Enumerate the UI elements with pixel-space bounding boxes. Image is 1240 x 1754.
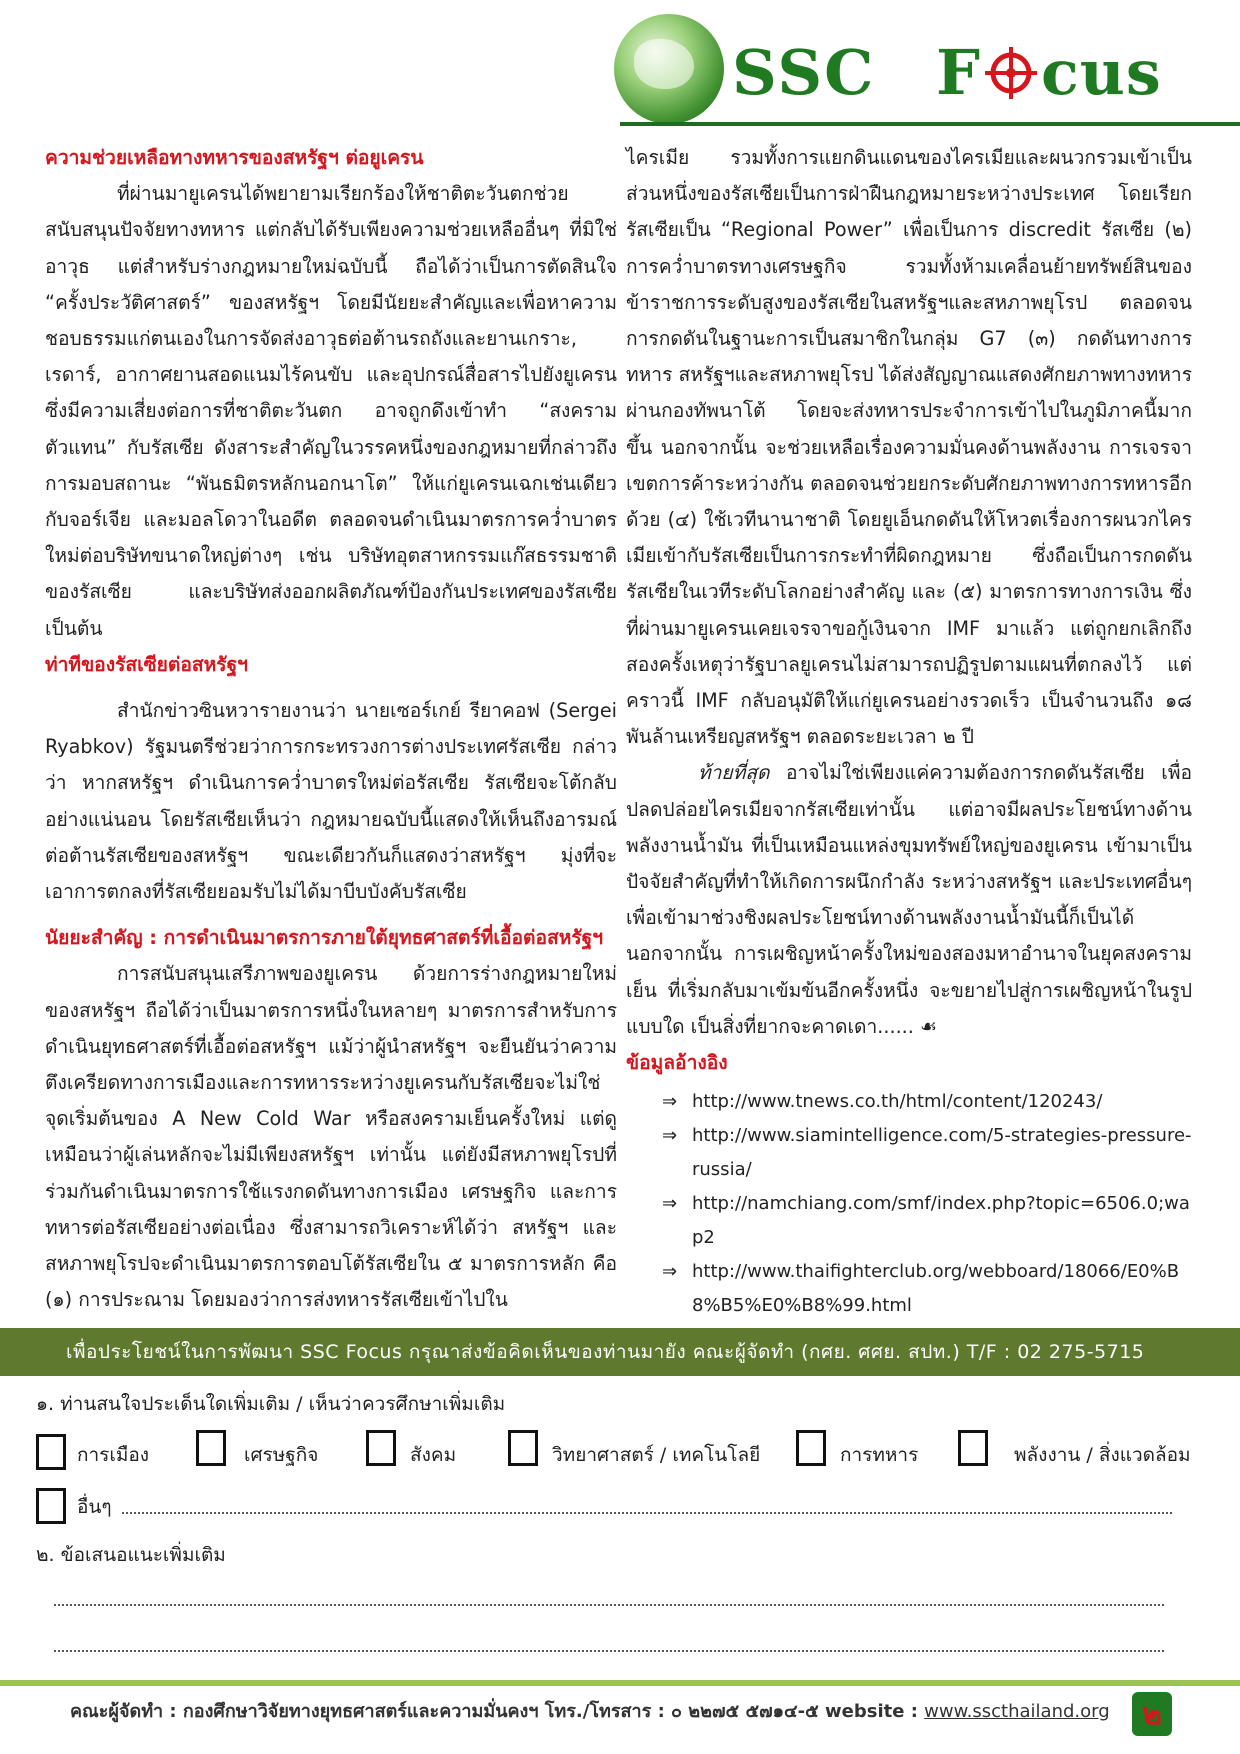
logo-ssc-text: SSC [732, 36, 876, 109]
conclusion-body: อาจไม่ใช่เพียงแค่ความต้องการกดดันรัสเซีย เพื่อปลดปล่อยไครเมียจากรัสเซียเท่านั้น แต่อาจมีผลประโยชน์ทางด้านพลังงานน้ำมัน ที่เป็นเหมือนแหล่งขุมทรัพย์ใหญ่ของยูเครน เข้ามาเป็นปัจจัยสำคัญที่ทำให้เกิดการผนึกกำลัง ระหว่างสหรัฐฯ และประเทศอื่นๆ เพื่อเข้ามาช่วงชิงผลประโยชน์ทางด้านพลังงานน้ำมันนี้ก็เป็นได้ นอกจากนั้น การเผชิญหน้าครั้งใหม่ของสองมหาอำนาจในยุคสงครามเย็น ที่เริ่มกลับมาเข้มข้นอีกครั้งหนึ่ง จะขยายไปสู่การเผชิญหน้าในรูปแบบใด เป็นสิ่งที่ยากจะคาดเดา...... [626, 761, 1192, 1038]
paragraph-conclusion [626, 755, 1192, 1045]
feedback-band-text: เพื่อประโยชน์ในการพัฒนา SSC Focus กรุณาส่งข้อคิดเห็นของท่านมายัง คณะผู้จัดทำ (กศย. ศศย. สปท.) T/F : 02 275-5715 [66, 1341, 1145, 1363]
other-input-line[interactable] [122, 1512, 1172, 1514]
arrow-icon: ⇒ [662, 1193, 678, 1215]
crosshair-icon [985, 47, 1037, 99]
feedback-band [0, 1328, 1240, 1376]
page-number-badge [1130, 1690, 1174, 1738]
question-1: ๑. ท่านสนใจประเด็นใดเพิ่มเติม / เห็นว่าควรศึกษาเพิ่มเติม [36, 1393, 506, 1415]
arrow-icon: ⇒ [662, 1091, 678, 1113]
reference-item[interactable] [662, 1187, 1192, 1255]
footer-credits [70, 1696, 1110, 1725]
conclusion-lead: ท้ายที่สุด [698, 761, 770, 785]
reference-link[interactable]: http://www.siamintelligence.com/5-strategies-pressure-russia/ [692, 1125, 1192, 1181]
heading-significance: นัยยะสำคัญ : การดำเนินมาตรการภายใต้ยุทธศาสตร์ที่เอื้อต่อสหรัฐฯ [45, 926, 604, 950]
checkbox-label-science-technology: วิทยาศาสตร์ / เทคโนโลยี [552, 1444, 761, 1466]
reference-link[interactable]: http://www.thaifighterclub.org/webboard/18066/E0%B8%B5%E0%B8%99.html [692, 1261, 1180, 1317]
checkbox-label-economy: เศรษฐกิจ [244, 1444, 319, 1466]
checkbox-politics[interactable] [36, 1434, 66, 1470]
reference-list [626, 1085, 1192, 1323]
heading-references: ข้อมูลอ้างอิง [626, 1051, 728, 1075]
checkbox-label-military: การทหาร [840, 1444, 919, 1466]
logo-focus-text [936, 36, 1162, 109]
checkbox-label-energy-environment: พลังงาน / สิ่งแวดล้อม [1014, 1444, 1191, 1466]
checkbox-society[interactable] [366, 1430, 396, 1466]
paragraph-military-aid: ที่ผ่านมายูเครนได้พยายามเรียกร้องให้ชาติตะวันตกช่วยสนับสนุนปัจจัยทางทหาร แต่กลับได้รับเพียงความช่วยเหลืออื่นๆ ที่มิใช่อาวุธ แต่สำหรับร่างกฎหมายใหม่ฉบับนี้ ถือได้ว่าเป็นการตัดสินใจ “ครั้งประวัติศาสตร์” ของสหรัฐฯ โดยมีนัยยะสำคัญและเพื่อหาความชอบธรรมแก่ตนเองในการจัดส่งอาวุธต่อต้านรถถังและยานเกราะ, เรดาร์, อากาศยานสอดแนมไร้คนขับ และอุปกรณ์สื่อสารไปยังยูเครน ซึ่งมีความเสี่ยงต่อการที่ชาติตะวันตก อาจถูกดึงเข้าทำ “สงครามตัวแทน” กับรัสเซีย ดังสาระสำคัญในวรรคหนึ่งของกฎหมายที่กล่าวถึงการมอบสถานะ “พันธมิตรหลักนอกนาโต” ให้แก่ยูเครนเฉกเช่นเดียวกับจอร์เจีย และมอลโดวาในอดีต ตลอดจนดำเนินมาตรการคว่ำบาตรใหม่ต่อบริษัทขนาดใหญ่ต่างๆ เช่น บริษัทอุตสาหกรรมแก๊สธรรมชาติของรัสเซีย และบริษัทส่งออกผลิตภัณฑ์ป้องกันประเทศของรัสเซีย เป็นต้น [45, 182, 617, 640]
logo-focus-rest: cus [1041, 36, 1162, 109]
reference-link[interactable]: http://www.tnews.co.th/html/content/120243/ [692, 1091, 1103, 1113]
question-2: ๒. ข้อเสนอแนะเพิ่มเติม [36, 1544, 226, 1566]
heading-russia-stance: ท่าทีของรัสเซียต่อสหรัฐฯ [45, 652, 248, 676]
reference-item[interactable] [662, 1255, 1192, 1323]
header-rule [620, 122, 1240, 126]
checkbox-energy-environment[interactable] [958, 1430, 988, 1466]
checkbox-label-politics: การเมือง [77, 1444, 150, 1466]
reference-item[interactable] [662, 1085, 1192, 1119]
checkbox-military[interactable] [796, 1430, 826, 1466]
left-column [45, 140, 617, 1319]
paragraph-measures-continued: ไครเมีย รวมทั้งการแยกดินแดนของไครเมียและผนวกรวมเข้าเป็นส่วนหนึ่งของรัสเซียเป็นการฝ่าฝืนกฎหมายระหว่างประเทศ โดยเรียกรัสเซียเป็น “Regional Power” เพื่อเป็นการ discredit รัสเซีย (๒) การคว่ำบาตรทางเศรษฐกิจ รวมทั้งห้ามเคลื่อนย้ายทรัพย์สินของข้าราชการระดับสูงของรัสเซียในสหรัฐฯและสหภาพยุโรป ตลอดจนการกดดันในฐานะการเป็นสมาชิกในกลุ่ม G7 (๓) กดดันทางการทหาร สหรัฐฯและสหภาพยุโรป ได้ส่งสัญญาณแสดงศักยภาพทางทหารผ่านกองทัพนาโต้ โดยจะส่งทหารประจำการเข้าไปในภูมิภาคนี้มากขึ้น นอกจากนั้น จะช่วยเหลือเรื่องความมั่นคงด้านพลังงาน การเจรจาเขตการค้าระหว่างกัน ตลอดจนช่วยยกระดับศักยภาพทางการทหารอีกด้วย (๔) ใช้เวทีนานาชาติ โดยยูเอ็นกดดันให้โหวตเรื่องการผนวกไครเมียเข้ากับรัสเซียเป็นการกระทำที่ผิดกฎหมาย ซึ่งถือเป็นการกดดันรัสเซียในเวทีระดับโลกอย่างสำคัญ และ (๕) มาตรการทางการเงิน ซึ่งที่ผ่านมายูเครนเคยเจรจาขอกู้เงินจาก IMF มาแล้ว แต่ถูกยกเลิกถึงสองครั้งเหตุว่ารัฐบาลยูเครนไม่สามารถปฏิรูปตามแผนที่ตกลงไว้ แต่คราวนี้ IMF กลับอนุมัติให้แก่ยูเครนอย่างรวดเร็ว เป็นจำนวนถึง ๑๘ พันล้านเหรียญสหรัฐฯ ตลอดระยะเวลา ๒ ปี [626, 146, 1192, 749]
ssc-focus-logo [614, 14, 1234, 124]
checkbox-label-other: อื่นๆ [77, 1496, 112, 1518]
checkbox-other[interactable] [36, 1488, 66, 1524]
checkbox-science-technology[interactable] [508, 1430, 538, 1466]
footer-rule [0, 1680, 1240, 1686]
end-ornament-icon: ☙ [920, 1014, 938, 1038]
reference-item[interactable] [662, 1119, 1192, 1187]
logo-focus-f: F [936, 36, 982, 109]
page-number: ๒ [1142, 1697, 1162, 1732]
reference-link[interactable]: http://namchiang.com/smf/index.php?topic=6506.0;wap2 [692, 1193, 1190, 1249]
checkbox-economy[interactable] [196, 1430, 226, 1466]
suggestion-input-line-2[interactable] [54, 1650, 1164, 1652]
arrow-icon: ⇒ [662, 1125, 678, 1147]
website-link[interactable]: www.sscthailand.org [924, 1701, 1110, 1722]
footer-credits-text: คณะผู้จัดทำ : กองศึกษาวิจัยทางยุทธศาสตร์และความมั่นคงฯ โทร./โทรสาร : ๐ ๒๒๗๕ ๕๗๑๔-๕ website : [70, 1701, 925, 1722]
heading-us-military-aid: ความช่วยเหลือทางทหารของสหรัฐฯ ต่อยูเครน [45, 146, 424, 169]
checkbox-label-society: สังคม [410, 1444, 457, 1466]
suggestion-input-line-1[interactable] [54, 1604, 1164, 1606]
globe-icon [614, 14, 724, 124]
paragraph-significance: การสนับสนุนเสรีภาพของยูเครน ด้วยการร่างกฎหมายใหม่ของสหรัฐฯ ถือได้ว่าเป็นมาตรการหนึ่งในหลายๆ มาตรการสำหรับการดำเนินยุทธศาสตร์ที่เอื้อต่อสหรัฐฯ แม้ว่าผู้นำสหรัฐฯ จะยืนยันว่าความตึงเครียดทางการเมืองและการทหารระหว่างยูเครนกับรัสเซียจะไม่ใช่จุดเริ่มต้นของ A New Cold War หรือสงครามเย็นครั้งใหม่ แต่ดูเหมือนว่าผู้เล่นหลักจะไม่มีเพียงสหรัฐฯ เท่านั้น แต่ยังมีสหภาพยุโรปที่ร่วมกันดำเนินมาตรการใช้แรงกดดันทางการเมือง เศรษฐกิจ และการทหารต่อรัสเซียอย่างต่อเนื่อง ซึ่งสามารถวิเคราะห์ได้ว่า สหรัฐฯ และสหภาพยุโรปจะดำเนินมาตรการตอบโต้รัสเซียใน ๕ มาตรการหลัก คือ (๑) การประณาม โดยมองว่าการส่งทหารรัสเซียเข้าไปใน [45, 962, 617, 1312]
paragraph-russia-stance: สำนักข่าวซินหวารายงานว่า นายเซอร์เกย์ รียาคอฟ (Sergei Ryabkov) รัฐมนตรีช่วยว่าการกระทรวงการต่างประเทศรัสเซีย กล่าวว่า หากสหรัฐฯ ดำเนินการคว่ำบาตรใหม่ต่อรัสเซีย รัสเซียจะโต้กลับอย่างแน่นอน โดยรัสเซียเห็นว่า กฎหมายฉบับนี้แสดงให้เห็นถึงอารมณ์ต่อต้านรัสเซียของสหรัฐฯ ขณะเดียวกันก็แสดงว่าสหรัฐฯ มุ่งที่จะเอาการตกลงที่รัสเซียยอมรับไม่ได้มาบีบบังคับรัสเซีย [45, 699, 617, 904]
right-column [626, 140, 1192, 1323]
arrow-icon: ⇒ [662, 1261, 678, 1283]
